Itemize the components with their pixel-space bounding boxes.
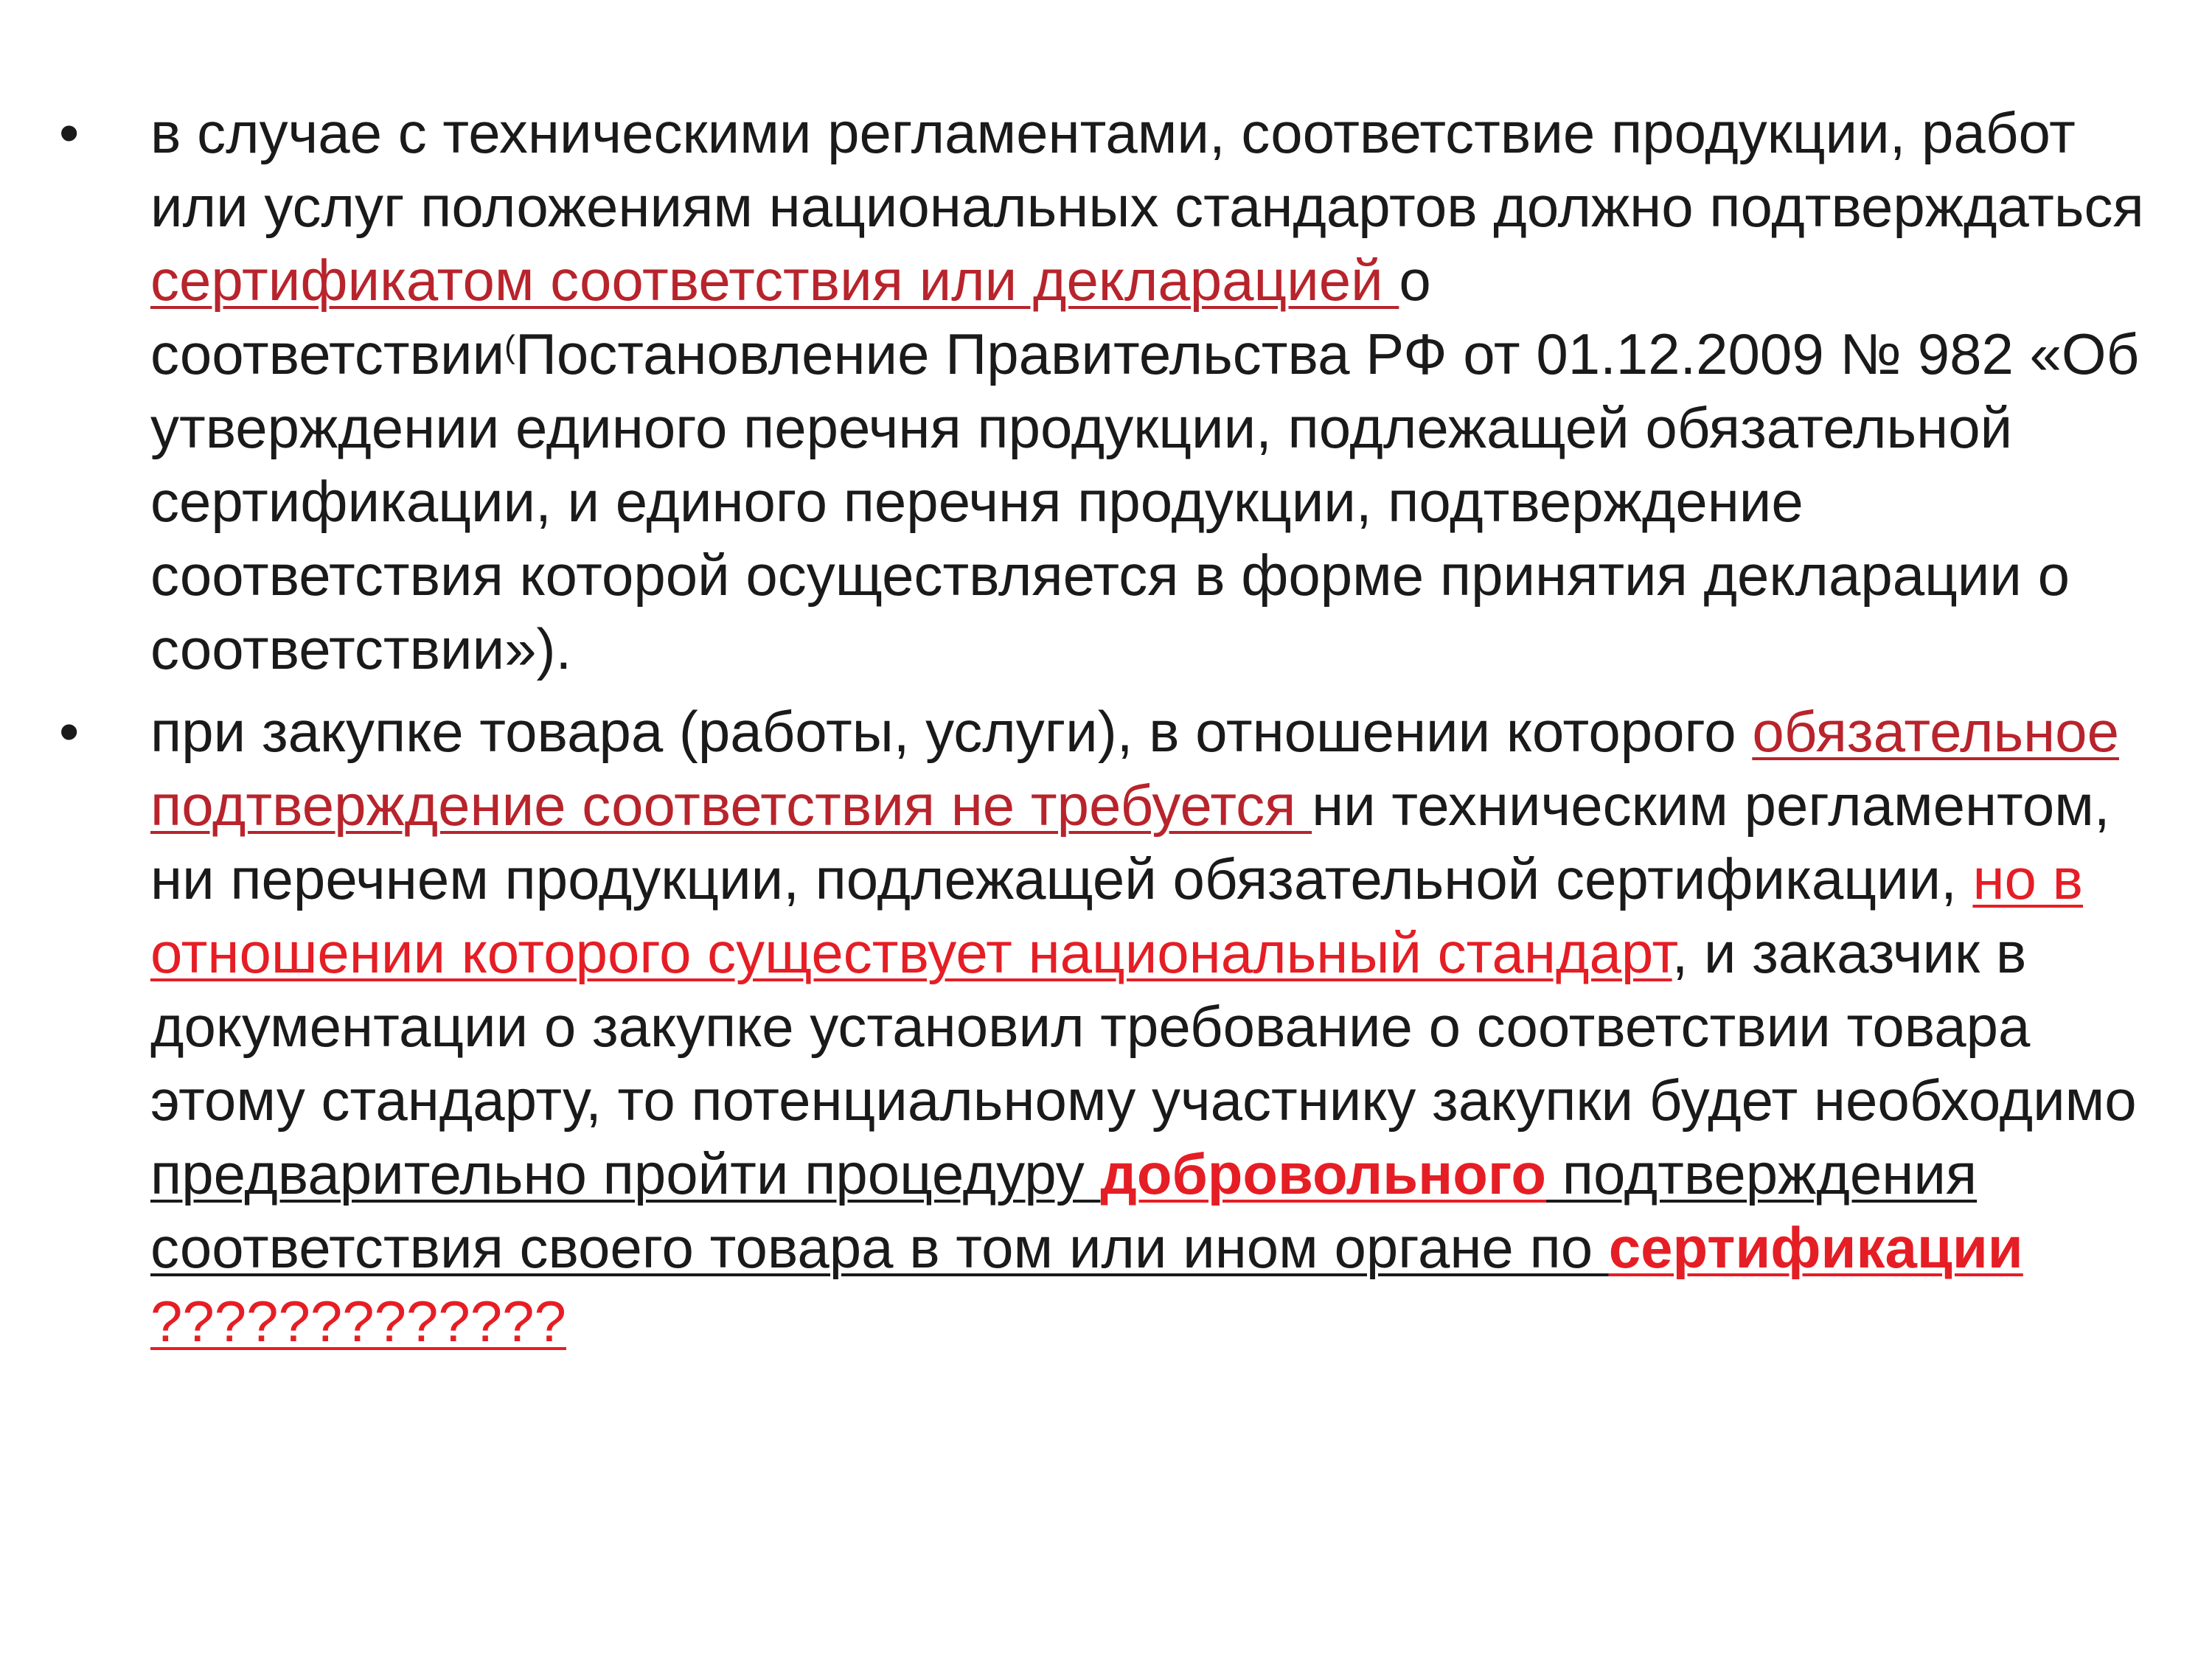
text-segment: при закупке товара (работы, услуги), в отношении которого [150, 699, 1753, 764]
highlight-not-required: обязательное подтверждение соответствия не требуется [150, 699, 2119, 838]
bullet-list [59, 96, 2153, 1358]
underlined-segment: предварительно пройти процедуру [150, 1141, 1101, 1206]
underlined-segment: подтверждения соответствия своего товара в том или ином органе по [150, 1141, 1978, 1280]
bullet-item-technical-regulations [59, 96, 2153, 686]
highlight-voluntary: добровольного [1100, 1141, 1547, 1206]
text-segment: , и заказчик в документации о закупке установил требование о соответствии товара этому стандарту, то потенциальному участнику закупки будет необходимо [150, 920, 2137, 1133]
highlight-national-standard: но в отношении которого существует национальный стандарт [150, 846, 2084, 985]
small-parenthesis: ( [504, 329, 515, 365]
text-segment: в случае с техническими регламентами, соответствие продукции, работ или услуг положениям национальных стандартов должно подтверждаться [150, 100, 2144, 239]
question-marks: ????????????? [150, 1289, 566, 1354]
highlight-certification: сертификации [1608, 1215, 2023, 1280]
text-segment: о соответствии [150, 248, 1431, 386]
text-segment-decree: Постановление Правительства РФ от 01.12.2009 № 982 «Об утверждении единого перечня продукции, подлежащей обязательной сертификации, и единого перечня продукции, подтверждение соответствия которой осуществляется в форме принятия декларации о соответствии»). [150, 321, 2140, 681]
bullet-marker: • [59, 699, 80, 764]
bullet-item-voluntary-certification [59, 695, 2153, 1358]
highlight-certificate-or-declaration: сертификатом соответствия или декларацией [150, 248, 1399, 313]
text-segment: ни техническим регламентом, ни перечнем продукции, подлежащей обязательной сертификации, [150, 773, 2110, 911]
bullet-marker: • [59, 100, 80, 165]
